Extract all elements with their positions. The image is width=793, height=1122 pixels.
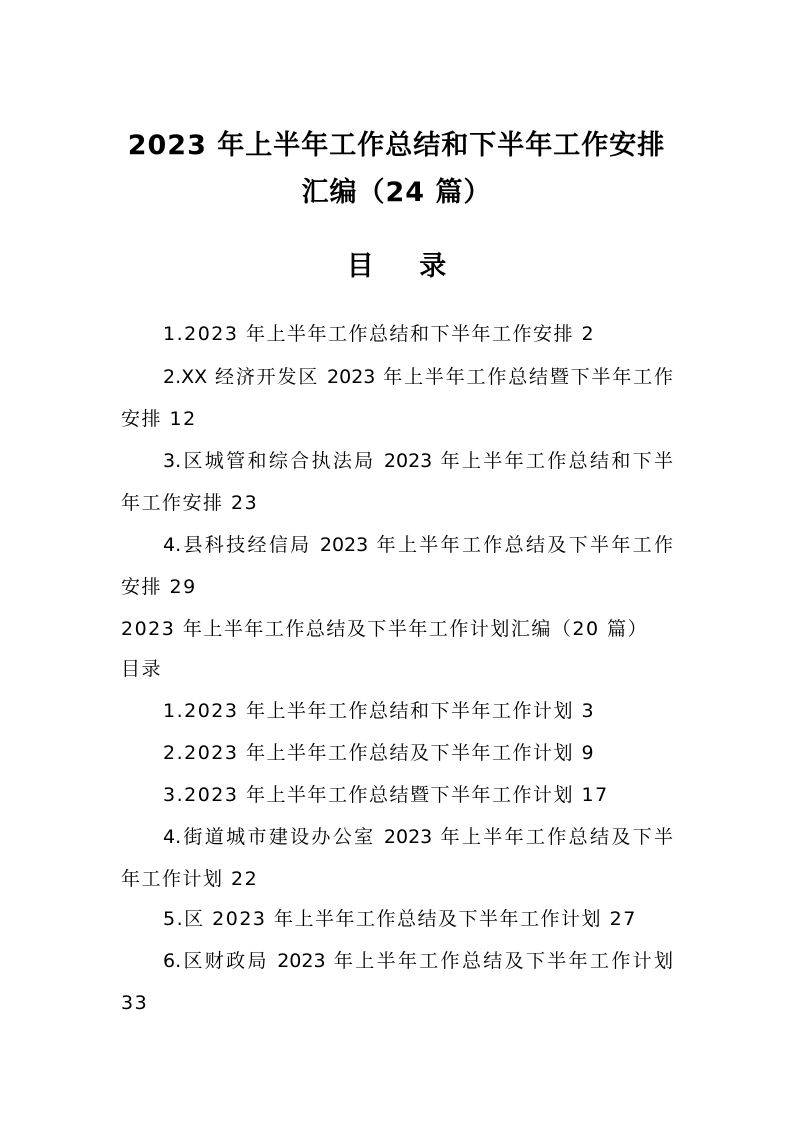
toc2-entry-4-continued[interactable]: 年工作计划 22 — [121, 868, 259, 890]
document-title-line-1: 2023 年上半年工作总结和下半年工作安排 — [127, 130, 666, 161]
toc2-entry-3[interactable]: 3.2023 年上半年工作总结暨下半年工作计划 17 — [163, 784, 609, 806]
toc-entry-4[interactable]: 4.县科技经信局 2023 年上半年工作总结及下半年工作 — [163, 534, 673, 556]
toc-heading: 目 录 — [346, 251, 465, 282]
toc2-entry-1[interactable]: 1.2023 年上半年工作总结和下半年工作计划 3 — [163, 700, 596, 722]
toc2-entry-5[interactable]: 5.区 2023 年上半年工作总结及下半年工作计划 27 — [163, 908, 637, 930]
collection-toc-label: 目录 — [121, 658, 163, 680]
toc-entry-3-continued[interactable]: 年工作安排 23 — [121, 492, 259, 514]
toc-entry-4-continued[interactable]: 安排 29 — [121, 576, 197, 598]
toc2-entry-6[interactable]: 6.区财政局 2023 年上半年工作总结及下半年工作计划 — [163, 950, 673, 972]
toc-entry-2[interactable]: 2.XX 经济开发区 2023 年上半年工作总结暨下半年工作 — [163, 366, 673, 388]
toc-entry-3[interactable]: 3.区城管和综合执法局 2023 年上半年工作总结和下半 — [163, 450, 673, 472]
toc2-entry-6-continued[interactable]: 33 — [121, 992, 149, 1014]
toc-entry-1[interactable]: 1.2023 年上半年工作总结和下半年工作安排 2 — [163, 323, 596, 345]
document-title-line-2: 汇编（24 篇） — [301, 177, 492, 208]
collection-subtitle: 2023 年上半年工作总结及下半年工作计划汇编（20 篇） — [121, 618, 649, 640]
toc2-entry-4[interactable]: 4.街道城市建设办公室 2023 年上半年工作总结及下半 — [163, 826, 673, 848]
toc2-entry-2[interactable]: 2.2023 年上半年工作总结及下半年工作计划 9 — [163, 742, 596, 764]
toc-entry-2-continued[interactable]: 安排 12 — [121, 408, 197, 430]
